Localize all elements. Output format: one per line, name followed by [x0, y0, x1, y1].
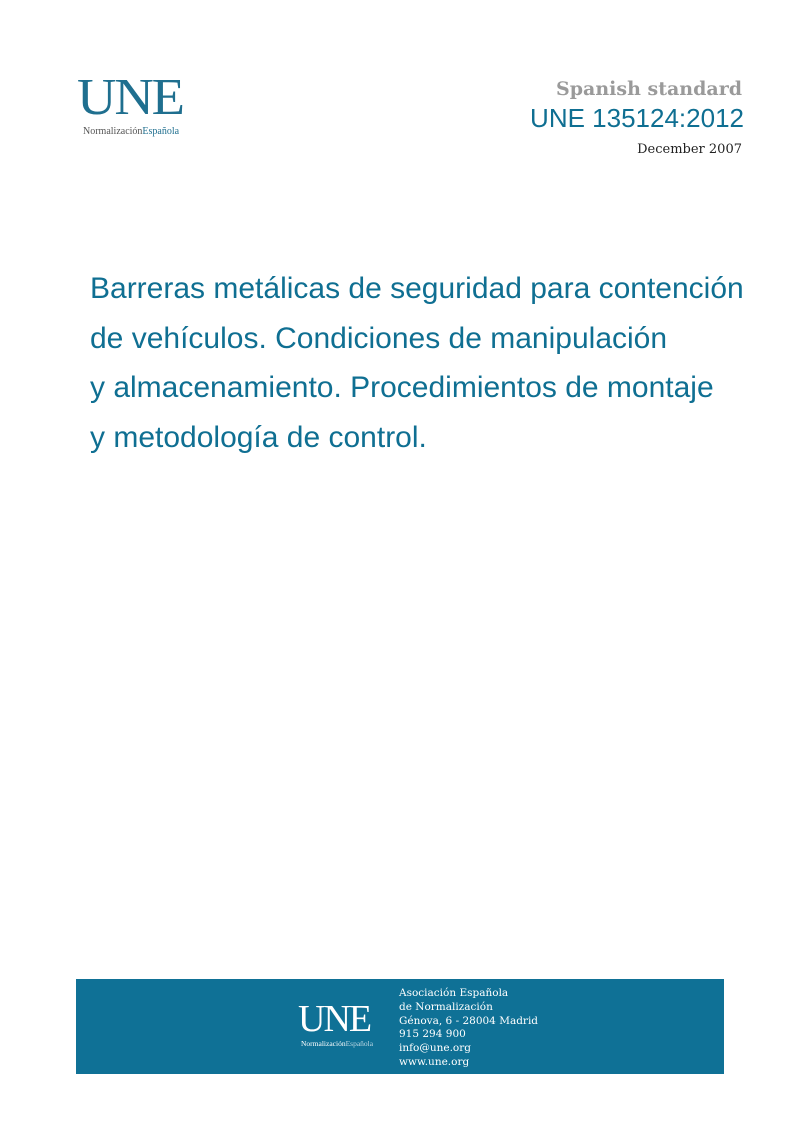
une-logo-tagline-part2: Española — [142, 126, 180, 137]
footer-website: www.une.org — [399, 1055, 470, 1068]
title-line: y almacenamiento. Procedimientos de montaje — [90, 371, 714, 404]
title-line: de vehículos. Condiciones de manipulación — [90, 321, 668, 355]
footer-street-address: Génova, 6 - 28004 Madrid — [399, 1014, 539, 1027]
footer-phone: 915 294 900 — [399, 1028, 466, 1041]
footer-logo-tagline — [301, 1039, 373, 1048]
footer-org-name-line1: Asociación Española — [399, 987, 509, 999]
footer-address — [399, 987, 538, 1070]
title-line: Barreras metálicas de seguridad para contención — [90, 272, 744, 305]
une-logo-tagline — [83, 126, 197, 137]
footer-une-logo — [298, 998, 374, 1048]
footer-logo-tagline-part2: Española — [345, 1039, 374, 1048]
footer-banner — [76, 979, 724, 1074]
document-title — [90, 264, 790, 462]
standard-date: December 2007 — [637, 142, 742, 157]
footer-org-name-line2: de Normalización — [399, 1000, 493, 1013]
une-logo — [77, 69, 197, 137]
footer-email: info@une.org — [399, 1042, 471, 1055]
standard-label: Spanish standard — [556, 78, 742, 100]
footer-logo-tagline-part1: Normalización — [301, 1039, 346, 1048]
standard-identifier — [530, 78, 744, 157]
standard-code: UNE 135124:2012 — [530, 103, 744, 133]
une-logo-tagline-part1: Normalización — [83, 126, 143, 137]
une-logo-wordmark: UNE — [77, 69, 183, 126]
footer-logo-wordmark: UNE — [298, 998, 371, 1040]
title-line: y metodología de control. — [90, 420, 427, 454]
